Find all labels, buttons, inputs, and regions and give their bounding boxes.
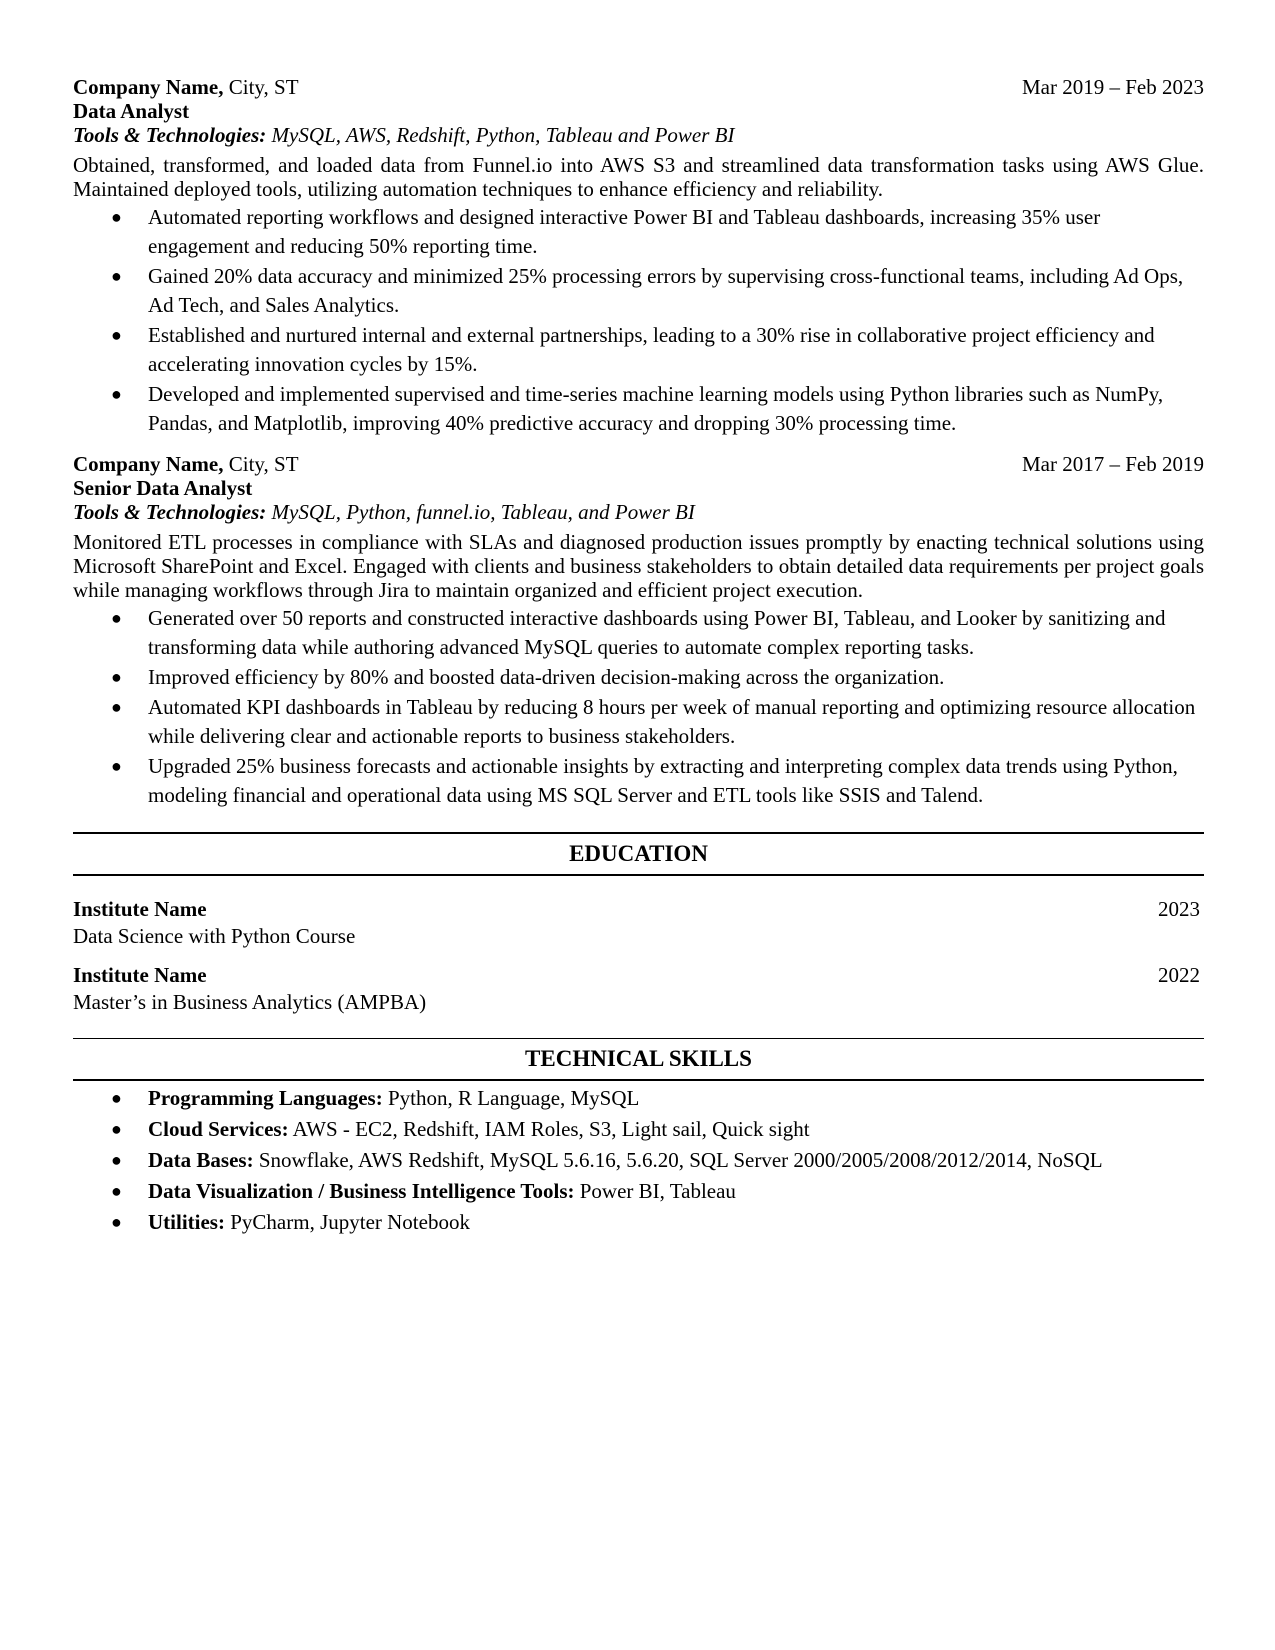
tools-list: MySQL, Python, funnel.io, Tableau, and Power BI — [271, 500, 695, 524]
education-year: 2022 — [1158, 963, 1200, 987]
job-title: Data Analyst — [73, 99, 190, 123]
bullet-icon: ● — [111, 1119, 122, 1139]
bullet-text: Improved efficiency by 80% and boosted data-driven decision-making across the organization. — [148, 665, 945, 689]
bullet-icon: ● — [111, 608, 122, 628]
bullet-text: Automated KPI dashboards in Tableau by reducing 8 hours per week of manual reporting and optimizing resource allocation while delivering clear and actionable reports to business stakeholders. — [148, 695, 1196, 748]
tools-label: Tools & Technologies: — [73, 123, 267, 147]
education-program: Master’s in Business Analytics (AMPBA) — [73, 990, 427, 1014]
skill-value: Python, R Language, MySQL — [387, 1086, 640, 1110]
skill-value: PyCharm, Jupyter Notebook — [230, 1210, 470, 1234]
tools-line — [73, 123, 1204, 147]
company-location: City, ST — [228, 452, 299, 476]
education-entry — [73, 962, 1204, 1016]
bullet-icon: ● — [111, 756, 122, 776]
bullet-text: Automated reporting workflows and designed interactive Power BI and Tableau dashboards, increasing 35% user engagement and reducing 50% reporting time. — [148, 205, 1101, 258]
skill-value: Snowflake, AWS Redshift, MySQL 5.6.16, 5.6.20, SQL Server 2000/2005/2008/2012/2014, NoSQL — [258, 1148, 1103, 1172]
company-name: Company Name, — [73, 75, 224, 99]
education-header — [73, 962, 1204, 989]
skill-label: Data Visualization / Business Intelligence Tools: — [148, 1179, 575, 1203]
experience-entry — [73, 75, 1204, 438]
bullet-icon: ● — [111, 207, 122, 227]
skill-item — [73, 1114, 1204, 1144]
skill-item — [73, 1207, 1204, 1237]
bullet-item — [73, 693, 1204, 751]
bullet-text: Generated over 50 reports and constructed interactive dashboards using Power BI, Tableau, and Looker by sanitizing and transforming data while authoring advanced MySQL queries to automate complex reporting tasks. — [148, 606, 1166, 659]
bullet-icon: ● — [111, 697, 122, 717]
company-line — [73, 452, 299, 476]
bullet-icon: ● — [111, 667, 122, 687]
skill-label: Utilities: — [148, 1210, 225, 1234]
bullet-item — [73, 604, 1204, 662]
skill-item — [73, 1145, 1204, 1175]
education-year: 2023 — [1158, 897, 1200, 921]
education-section — [73, 896, 1204, 1016]
job-header — [73, 75, 1204, 99]
bullet-text: Upgraded 25% business forecasts and actionable insights by extracting and interpreting complex data trends using Python, modeling financial and operational data using MS SQL Server and ETL tools like SSIS and Talend. — [148, 754, 1178, 807]
skill-value: AWS - EC2, Redshift, IAM Roles, S3, Light sail, Quick sight — [292, 1117, 810, 1141]
bullet-icon: ● — [111, 384, 122, 404]
tools-line — [73, 500, 1204, 524]
skill-item — [73, 1176, 1204, 1206]
skill-label: Cloud Services: — [148, 1117, 289, 1141]
education-entry — [73, 896, 1204, 950]
resume-page — [73, 75, 1204, 1238]
company-line — [73, 75, 299, 99]
bullet-icon: ● — [111, 266, 122, 286]
bullet-text: Established and nurtured internal and external partnerships, leading to a 30% rise in collaborative project efficiency and accelerating innovation cycles by 15%. — [148, 323, 1155, 376]
bullet-item — [73, 380, 1204, 438]
skill-item — [73, 1083, 1204, 1113]
company-name: Company Name, — [73, 452, 224, 476]
bullet-icon: ● — [111, 1181, 122, 1201]
job-dates: Mar 2017 – Feb 2019 — [1022, 452, 1204, 476]
bullet-item — [73, 203, 1204, 261]
experience-entry — [73, 452, 1204, 810]
bullet-text: Gained 20% data accuracy and minimized 25% processing errors by supervising cross-functional teams, including Ad Ops, Ad Tech, and Sales Analytics. — [148, 264, 1184, 317]
education-heading: EDUCATION — [73, 832, 1204, 876]
job-header — [73, 452, 1204, 476]
tools-list: MySQL, AWS, Redshift, Python, Tableau and Power BI — [271, 123, 735, 147]
tools-label: Tools & Technologies: — [73, 500, 267, 524]
skill-label: Data Bases: — [148, 1148, 254, 1172]
skill-value: Power BI, Tableau — [579, 1179, 736, 1203]
bullet-icon: ● — [111, 1150, 122, 1170]
skill-label: Programming Languages: — [148, 1086, 383, 1110]
job-bullets — [73, 604, 1204, 810]
education-header — [73, 896, 1204, 923]
bullet-text: Developed and implemented supervised and time-series machine learning models using Python libraries such as NumPy, Pandas, and Matplotlib, improving 40% predictive accuracy and dropping 30% processing time. — [148, 382, 1164, 435]
institute-name: Institute Name — [73, 897, 207, 921]
company-location: City, ST — [228, 75, 299, 99]
job-bullets — [73, 203, 1204, 438]
education-program: Data Science with Python Course — [73, 924, 356, 948]
skills-heading: TECHNICAL SKILLS — [73, 1038, 1204, 1081]
bullet-item — [73, 663, 1204, 692]
bullet-icon: ● — [111, 1088, 122, 1108]
job-dates: Mar 2019 – Feb 2023 — [1022, 75, 1204, 99]
job-summary: Obtained, transformed, and loaded data from Funnel.io into AWS S3 and streamlined data transformation tasks using AWS Glue. Maintained deployed tools, utilizing automation techniques to enhance efficiency and reliability. — [73, 153, 1204, 201]
institute-name: Institute Name — [73, 963, 207, 987]
job-summary: Monitored ETL processes in compliance with SLAs and diagnosed production issues promptly by enacting technical solutions using Microsoft SharePoint and Excel. Engaged with clients and business stakeholders to obtain detailed data requirements per project goals while managing workflows through Jira to maintain organized and efficient project execution. — [73, 530, 1204, 602]
job-title: Senior Data Analyst — [73, 476, 253, 500]
bullet-icon: ● — [111, 325, 122, 345]
skills-list — [73, 1083, 1204, 1237]
bullet-icon: ● — [111, 1212, 122, 1232]
bullet-item — [73, 262, 1204, 320]
bullet-item — [73, 752, 1204, 810]
bullet-item — [73, 321, 1204, 379]
